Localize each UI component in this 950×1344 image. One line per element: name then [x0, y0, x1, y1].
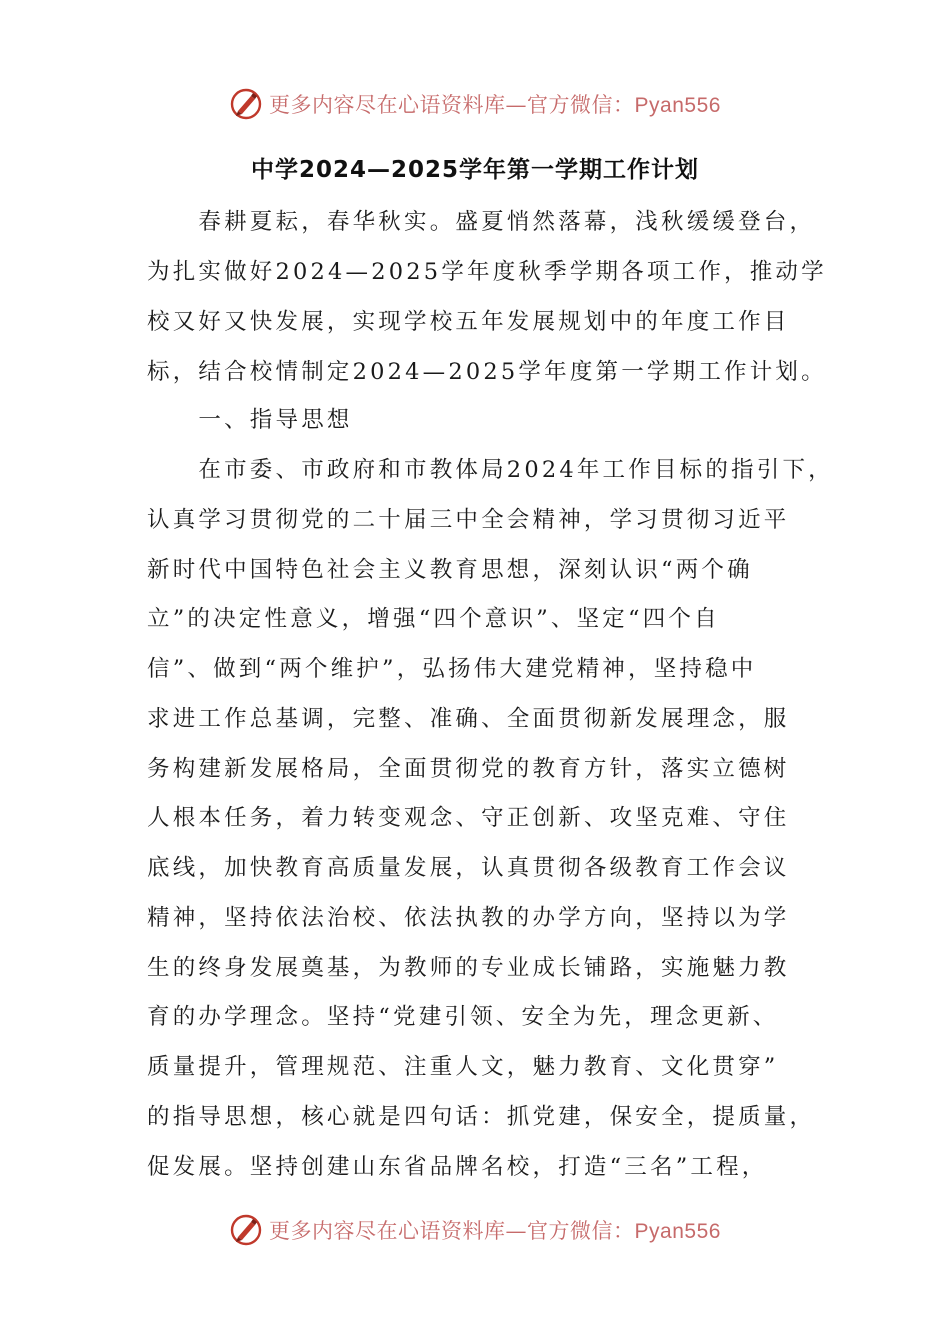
- body-line: 育的办学理念。坚持“党建引领、安全为先，理念更新、: [147, 1004, 779, 1030]
- body-line: 精神，坚持依法治校、依法执教的办学方向，坚持以为学: [147, 905, 790, 931]
- body-line: 人根本任务，着力转变观念、守正创新、攻坚克难、守住: [147, 805, 790, 831]
- watermark-text: [269, 89, 721, 119]
- header-watermark-banner: [0, 82, 950, 126]
- body-line: 春耕夏耘，春华秋实。盛夏悄然落幕，浅秋缓缓登台，: [147, 209, 816, 235]
- body-line: 的指导思想，核心就是四句话：抓党建，保安全，提质量，: [147, 1104, 816, 1130]
- body-line: 务构建新发展格局，全面贯彻党的教育方针，落实立德树: [147, 756, 790, 782]
- body-line: 校又好又快发展，实现学校五年发展规划中的年度工作目: [147, 309, 790, 335]
- footer-watermark-banner: [0, 1208, 950, 1252]
- body-line: 立”的决定性意义，增强“四个意识”、坚定“四个自: [147, 606, 720, 632]
- section-heading: 一、指导思想: [147, 407, 353, 433]
- watermark-wechat-id: Pyan556: [634, 1220, 721, 1243]
- body-line: 标，结合校情制定2024—2025学年度第一学期工作计划。: [147, 359, 827, 385]
- body-line: 求进工作总基调，完整、准确、全面贯彻新发展理念，服: [147, 706, 790, 732]
- body-line: 为扎实做好2024—2025学年度秋季学期各项工作，推动学: [147, 259, 827, 285]
- document-title: 中学2024—2025学年第一学期工作计划: [250, 157, 700, 183]
- pen-circle-logo-icon: [229, 1213, 263, 1247]
- watermark-main-text: 更多内容尽在心语资料库—官方微信：: [269, 1219, 635, 1243]
- body-line: 在市委、市政府和市教体局2024年工作目标的指引下，: [147, 457, 834, 483]
- body-line: 促发展。坚持创建山东省品牌名校，打造“三名”工程，: [147, 1154, 768, 1180]
- watermark-wechat-id: Pyan556: [634, 94, 721, 117]
- body-line: 质量提升，管理规范、注重人文，魅力教育、文化贯穿”: [147, 1054, 779, 1080]
- body-line: 认真学习贯彻党的二十届三中全会精神，学习贯彻习近平: [147, 507, 790, 533]
- body-line: 底线，加快教育高质量发展，认真贯彻各级教育工作会议: [147, 855, 790, 881]
- watermark-text: [269, 1215, 721, 1245]
- pen-circle-logo-icon: [229, 87, 263, 121]
- body-line: 信”、做到“两个维护”，弘扬伟大建党精神，坚持稳中: [147, 656, 757, 682]
- body-line: 生的终身发展奠基，为教师的专业成长铺路，实施魅力教: [147, 955, 790, 981]
- watermark-main-text: 更多内容尽在心语资料库—官方微信：: [269, 93, 635, 117]
- body-line: 新时代中国特色社会主义教育思想，深刻认识“两个确: [147, 557, 753, 583]
